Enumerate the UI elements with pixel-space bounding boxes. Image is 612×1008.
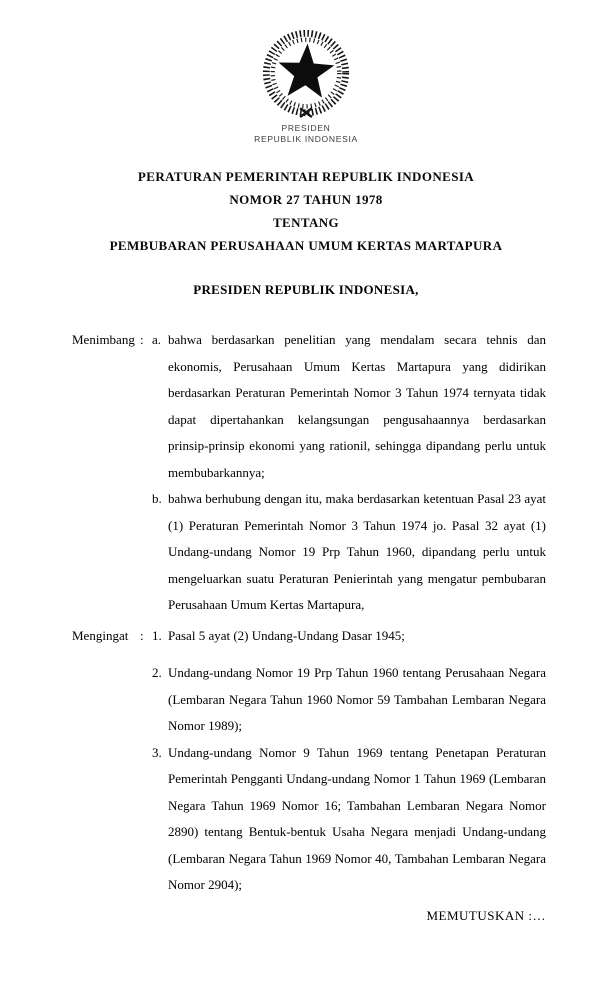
- title-line-subject: PEMBUBARAN PERUSAHAAN UMUM KERTAS MARTAPURA: [109, 238, 503, 253]
- list-item: [152, 486, 546, 619]
- letterhead: [0, 0, 612, 145]
- list-item: [152, 660, 546, 740]
- section-menimbang: [72, 327, 546, 619]
- item-marker: 2.: [152, 665, 162, 680]
- list-item: [152, 740, 546, 899]
- star-icon: [277, 42, 336, 98]
- title-line-number: NOMOR 27 TAHUN 1978: [229, 192, 383, 207]
- document-title: [0, 165, 612, 257]
- item-text: bahwa berhubung dengan itu, maka berdasarkan ketentuan Pasal 23 ayat (1) Peraturan Pemerintah Nomor 3 Tahun 1974 jo. Pasal 32 ayat (1) Undang-undang Nomor 19 Prp Tahun 1960, dipandang perlu untuk mengeluarkan suatu Peraturan Penierintah yang mengatur pembubaran Perusahaan Umum Kertas Martapura,: [168, 491, 546, 612]
- list-item: [152, 623, 546, 650]
- item-text: Undang-undang Nomor 9 Tahun 1969 tentang Penetapan Peraturan Pemerintah Pengganti Undang-undang Nomor 1 Tahun 1969 (Lembaran Negara Tahun 1969 Nomor 16; Tambahan Lembaran Negara Nomor 2890) tentang Bentuk-bentuk Usaha Negara menjadi Undang-undang (Lembaran Negara Tahun 1969 Nomor 40, Tambahan Lembaran Negara Nomor 2904);: [168, 744, 546, 892]
- item-text: Pasal 5 ayat (2) Undang-Undang Dasar 1945;: [168, 627, 405, 643]
- item-text: Undang-undang Nomor 19 Prp Tahun 1960 tentang Perusahaan Negara (Lembaran Negara Tahun 1960 Nomor 59 Tambahan Lembaran Negara Nomor 1989);: [168, 665, 546, 733]
- continuation-memutuskan: MEMUTUSKAN :…: [426, 907, 546, 923]
- org-line-republik-indonesia: REPUBLIK INDONESIA: [254, 134, 358, 144]
- wreath-bow-icon: [300, 108, 312, 117]
- title-line-regulation: PERATURAN PEMERINTAH REPUBLIK INDONESIA: [137, 169, 475, 184]
- item-marker: 3.: [152, 744, 162, 760]
- section-mengingat: [72, 623, 546, 899]
- org-name: [0, 123, 612, 145]
- org-line-presiden: PRESIDEN: [281, 123, 331, 133]
- item-marker: 1.: [152, 627, 162, 643]
- item-marker: a.: [152, 332, 162, 347]
- document-body: [72, 327, 546, 899]
- item-text: bahwa berdasarkan penelitian yang mendalam secara tehnis dan ekonomis, Perusahaan Umum Kertas Martapura yang didirikan berdasarkan Peraturan Pemerintah Nomor 3 Tahun 1974 ternyata tidak dapat dipertahankan kelangsungan pengusahaannya berdasarkan prinsip-prinsip ekonomi yang rationil, sehingga dipandang perlu untuk membubarkannya;: [168, 332, 546, 480]
- section-label: Mengingat: [72, 627, 129, 643]
- section-colon: :: [140, 627, 144, 643]
- section-label: Menimbang: [72, 332, 135, 347]
- list-item: [152, 327, 546, 486]
- title-line-tentang: TENTANG: [272, 215, 340, 230]
- section-colon: :: [140, 332, 144, 347]
- salutation: PRESIDEN REPUBLIK INDONESIA,: [193, 282, 419, 297]
- item-marker: b.: [152, 491, 162, 506]
- presidential-star-wreath-icon: [258, 26, 354, 120]
